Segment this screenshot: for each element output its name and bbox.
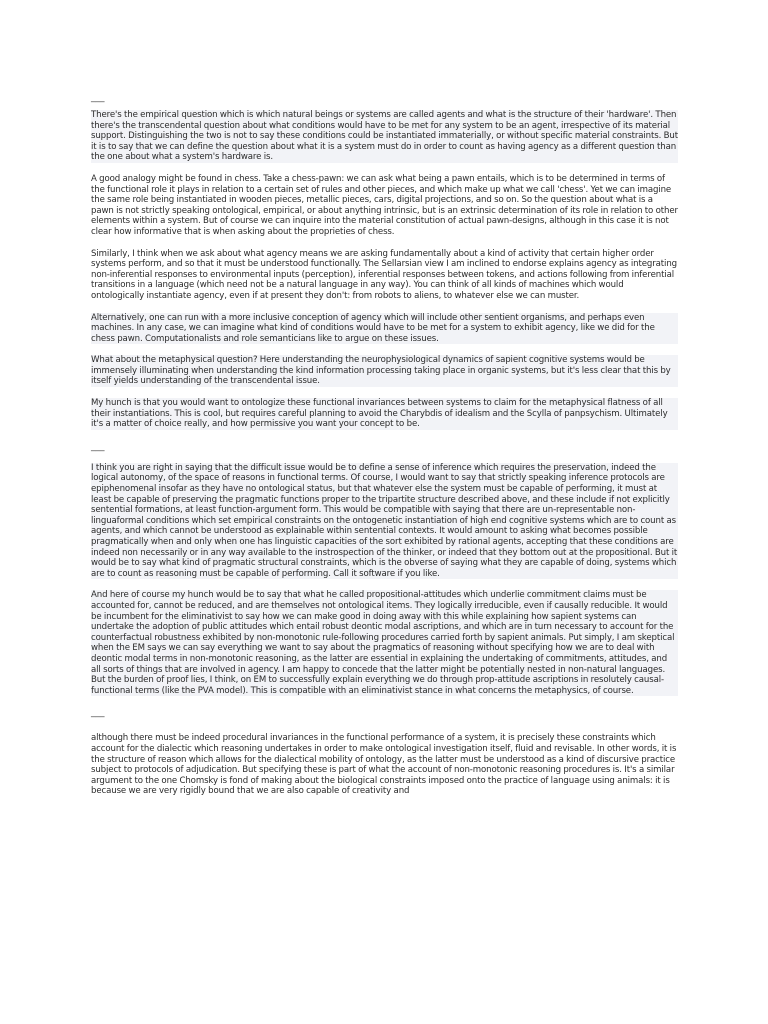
paragraph: although there must be indeed procedural invariances in the functional performance of a system, it is precisely these constraints which account for the dialectic which reasoning undertakes in order to make ontological investigation itself, fluid and revisable. In other words, it is the structure of reason which allows for the dialectical mobility of ontology, as the latter must be understood as a kind of discursive practice subject to protocols of adjudication. But specifying these is part of what the account of non-monotonic reasoning procedures is. It's a similar argument to the one Chomsky is fond of making about the biological constraints imposed onto the practice of language using animals: it is because we are very rigidly bound that we are also capable of creativity and (91, 733, 677, 797)
paragraph: Similarly, I think when we ask about what agency means we are asking fundamentally about a kind of activity that certain higher order systems perform, and so that it must be understood functionally. The Sellarsian view I am inclined to endorse explains agency as integrating non-inferential responses to environmental inputs (perception), inferential responses between tokens, and actions following from inferential transitions in a language (which need not be a natural language in any way). You can think of all kinds of machines which would ontologically instantiate agency, even if at present they don't: from robots to aliens, to whatever else we can muster. (91, 248, 677, 301)
section-separator: ___ (91, 93, 105, 103)
paragraph: A good analogy might be found in chess. Take a chess-pawn: we can ask what being a pawn entails, which is to be determined in terms of the functional role it plays in relation to a certain set of rules and other pieces, and which make up what we call 'chess'. Yet we can imagine the same role being instantiated in wooden pieces, metallic pieces, cars, digital projections, and so on. So the question about what is a pawn is not strictly speaking ontological, empirical, or about anything intrinsic, but is an extrinsic determination of its role in relation to other elements within a system. But of course we can inquire into the material constitution of actual pawn-designs, although in this case it is not clear how informative that is when asking about the proprieties of chess. (91, 173, 678, 237)
paragraph: And here of course my hunch would be to say that what he called propositional-attitudes which underlie commitment claims must be accounted for, cannot be reduced, and are themselves not ontological items. They logically irreducible, even if causally reducible. It would be incumbent for the eliminativist to say how we can make good in doing away with this while explaining how sapient systems can undertake the adoption of public attitudes which entail robust deontic modal ascriptions, and which are in turn necessary to account for the counterfactual robustness exhibited by non-monotonic rule-following procedures carried forth by sapient animals. Put simply, I am skeptical when the EM says we can say everything we want to say about the pragmatics of reasoning without specifying how we are to deal with deontic modal terms in non-monotonic reasoning, as the latter are essential in explaining the undertaking of commitments, attitudes, and all sorts of things that are involved in agency. I am happy to concede that the latter might be potentially nested in non-natural languages. But the burden of proof lies, I think, on EM to successfully explain everything we do through prop-attitude ascriptions in resolutely causal-functional terms (like the PVA model). This is compatible with an eliminativist stance in what concerns the metaphysics, of course. (91, 590, 678, 696)
paragraph: My hunch is that you would want to ontologize these functional invariances between systems to claim for the metaphysical flatness of all their instantiations. This is cool, but requires careful planning to avoid the Charybdis of idealism and the Scylla of panpsychism. Ultimately it's a matter of choice really, and how permissive you want your concept to be. (91, 398, 678, 430)
paragraph: There's the empirical question which is which natural beings or systems are called agents and what is the structure of their 'hardware'. Then there's the transcendental question about what conditions would have to be met for any system to be an agent, irrespective of its material support. Distinguishing the two is not to say these conditions could be instantiated immaterially, or without specific material constraints. But it is to say that we can define the question about what it is a system must do in order to count as having agency as a different question than the one about what a system's hardware is. (91, 110, 678, 163)
paragraph: Alternatively, one can run with a more inclusive conception of agency which will include other sentient organisms, and perhaps even machines. In any case, we can imagine what kind of conditions would have to be met for a system to exhibit agency, like we did for the chess pawn. Computationalists and role semanticians like to argue on these issues. (91, 313, 678, 345)
section-separator: ___ (91, 708, 105, 719)
paragraph: What about the metaphysical question? Here understanding the neurophysiological dynamics of sapient cognitive systems would be immensely illuminating when understanding the kind information processing taking place in organic systems, but it's less clear that this by itself yields understanding of the transcendental issue. (91, 355, 678, 387)
section-separator: ___ (91, 441, 105, 452)
paragraph: I think you are right in saying that the difficult issue would be to define a sense of inference which requires the preservation, indeed the logical autonomy, of the space of reasons in functional terms. Of course, I would want to say that strictly speaking inference protocols are epiphenomenal insofar as they have no ontological status, but that whatever else the system must be capable of performing, it must at least be capable of preserving the pragmatic functions proper to the tripartite structure described above, and these include if not explicitly sentential formations, at least function-argument form. This would be compatible with saying that there are un-representable non-linguaformal conditions which set empirical constraints on the ontogenetic instantiation of high end cognitive systems which are to count as agents, and which cannot be understood as explainable within sentential contexts. It would amount to asking what becomes possible pragmatically when and only when one has linguistic capacities of the sort exhibited by rational agents, accepting that these conditions are indeed non necessarily or in any way available to the instrospection of the thinker, or indeed that they bottom out at the propositional. But it would be to say what kind of pragmatic structural constraints, which is the obverse of saying what they are capable of doing, systems which are to count as reasoning must be capable of performing. Call it software if you like. (91, 462, 678, 579)
